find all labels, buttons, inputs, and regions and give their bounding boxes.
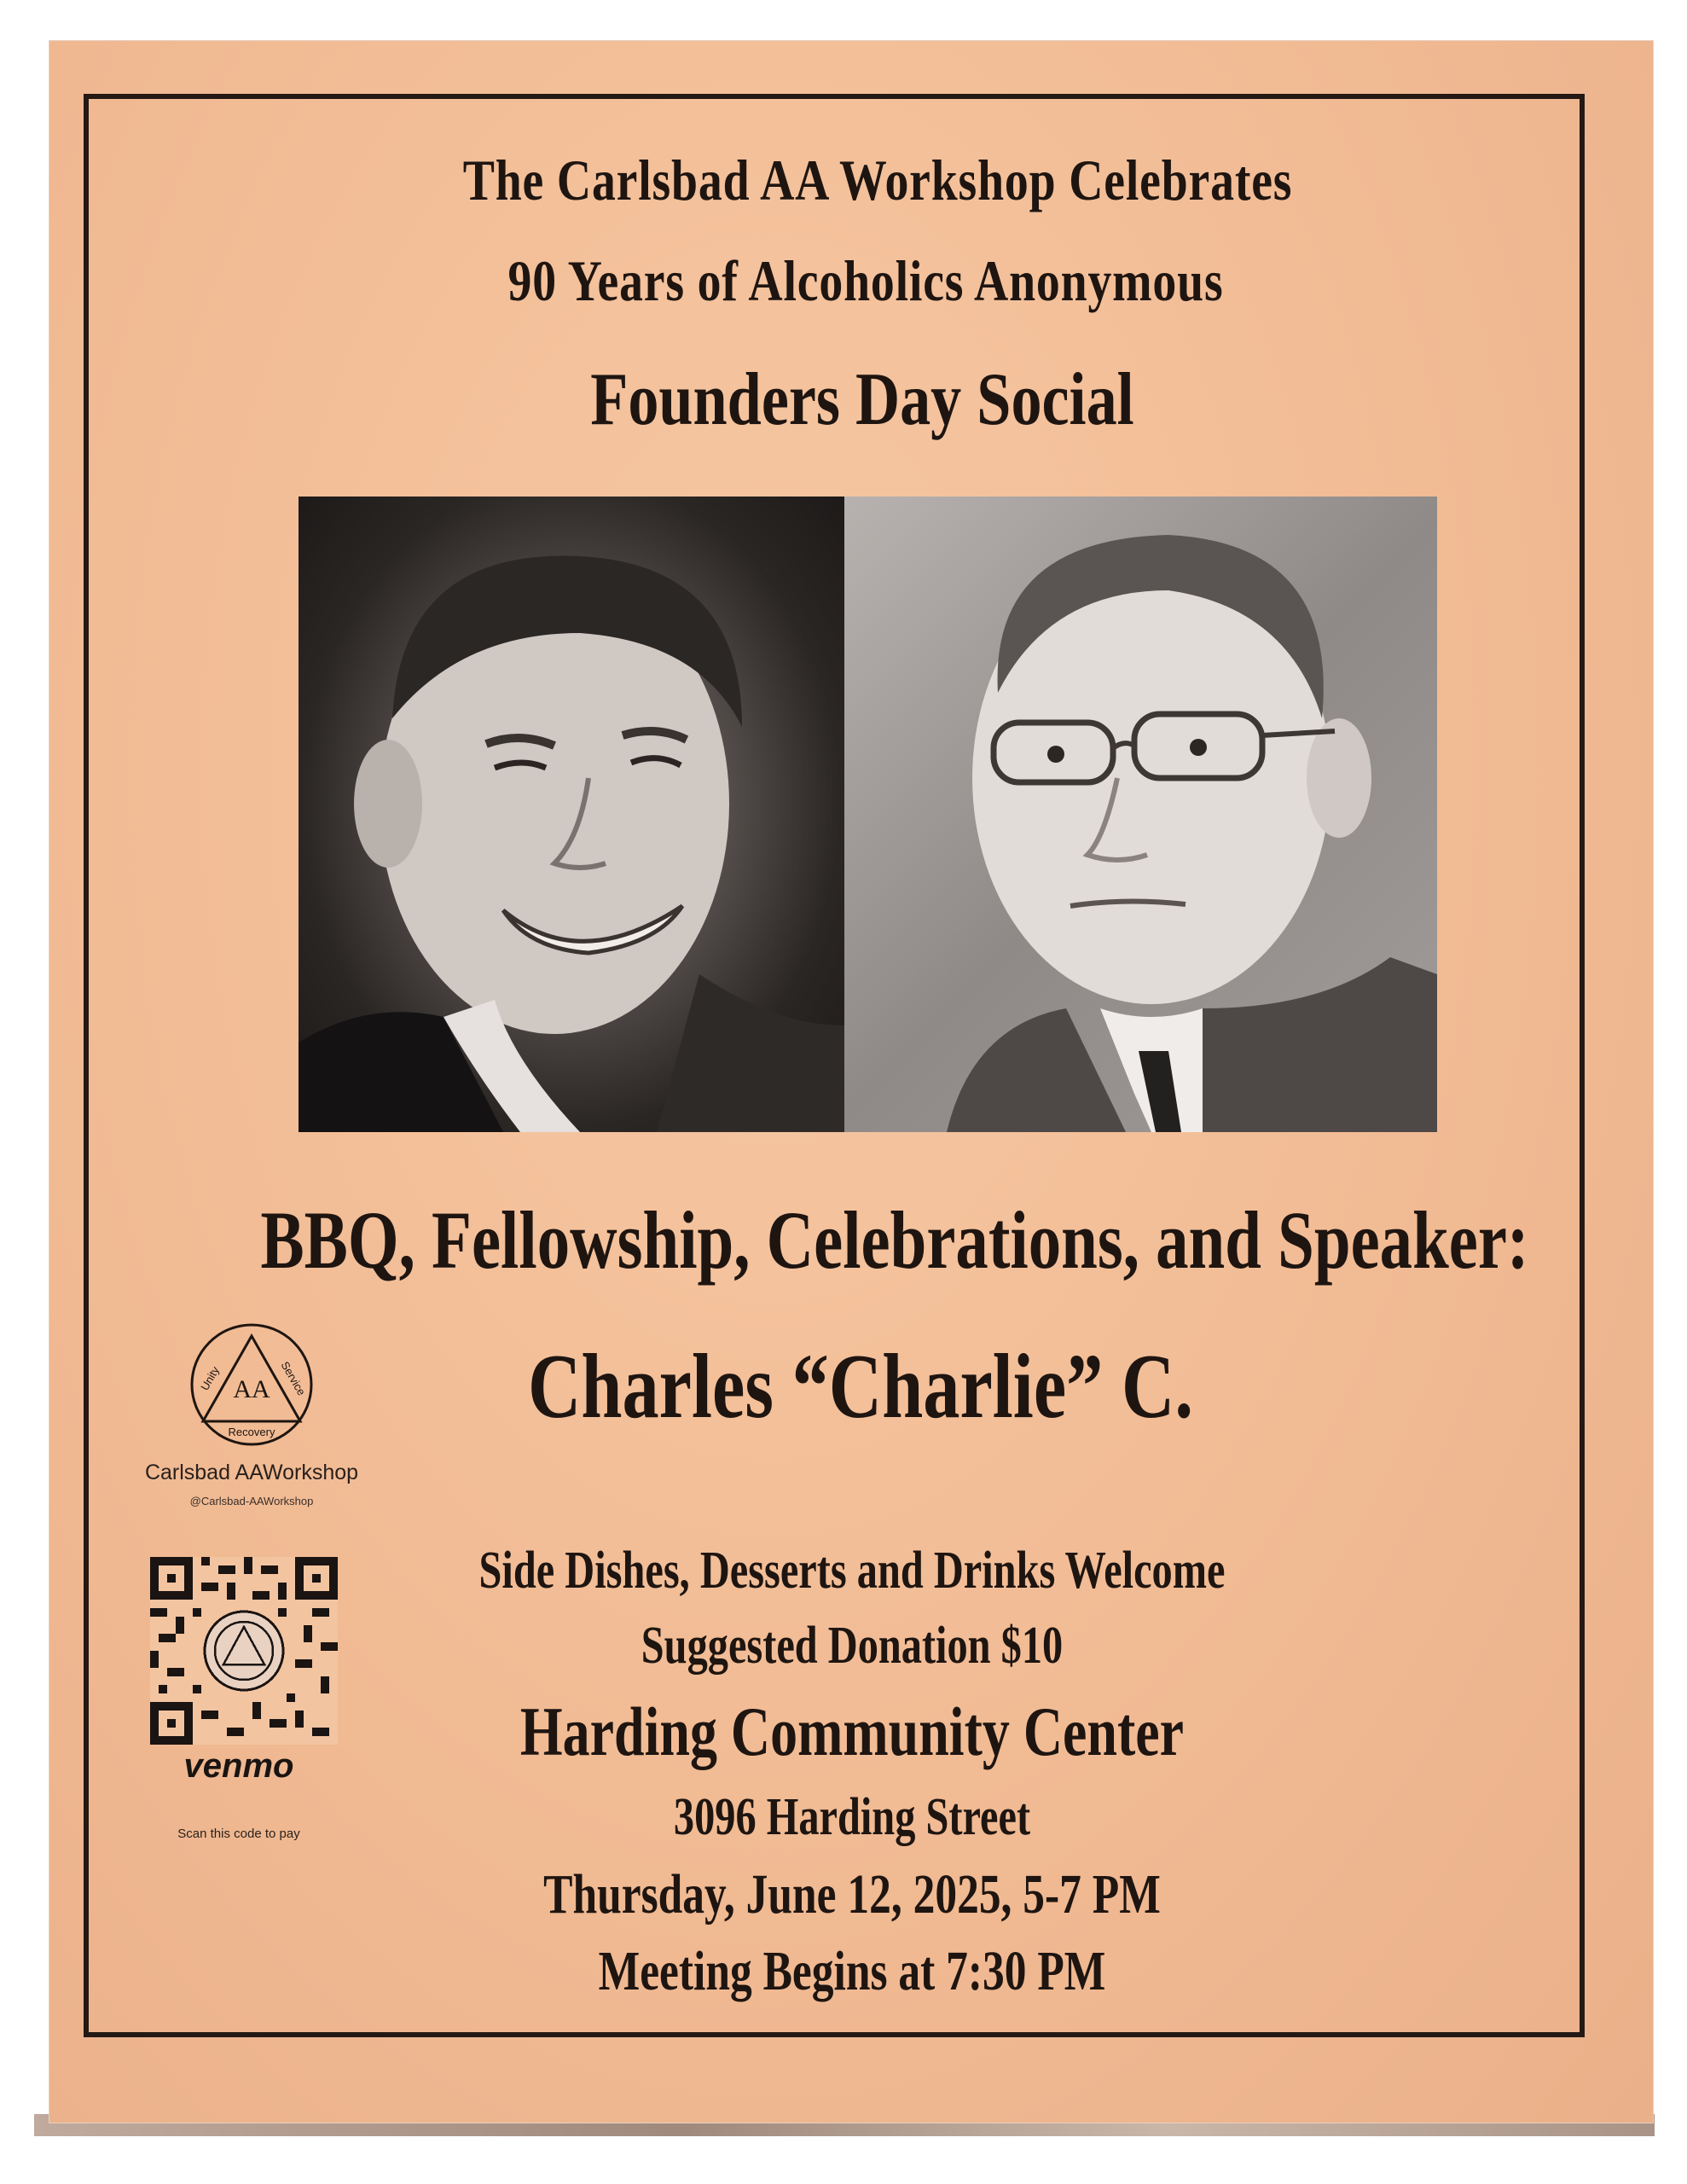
venmo-wordmark: venmo [183,1747,294,1785]
aa-logo [128,1321,375,1453]
speaker-name: Charles “Charlie” C. [528,1336,1193,1438]
founders-photos [299,497,1437,1132]
event-title: Founders Day Social [590,358,1134,441]
logo-center-text: AA [233,1375,270,1403]
activities-line: BBQ, Fellowship, Celebrations, and Speaker: [260,1194,1529,1286]
meeting-time: Meeting Begins at 7:30 PM [598,1940,1106,2002]
aa-triangle-circle-icon [128,1321,375,1449]
header-line-2: 90 Years of Alcoholics Anonymous [507,248,1224,313]
venue-address: 3096 Harding Street [673,1788,1031,1846]
event-datetime: Thursday, June 12, 2025, 5-7 PM [543,1863,1161,1926]
logo-word-right: Service [278,1359,309,1398]
founder-photo-left [299,497,844,1132]
logo-word-bottom: Recovery [228,1426,275,1438]
founder-photo-right [844,497,1437,1132]
logo-word-left: Unity [198,1364,223,1393]
food-note: Side Dishes, Desserts and Drinks Welcome [478,1542,1226,1600]
organization-name: Carlsbad AAWorkshop [144,1461,359,1484]
organization-handle: @Carlsbad-AAWorkshop [189,1495,314,1507]
donation-note: Suggested Donation $10 [641,1617,1064,1675]
founder-left-portrait-icon [299,497,844,1132]
payment-instruction: Scan this code to pay [177,1827,300,1841]
header-line-1: The Carlsbad AA Workshop Celebrates [462,148,1293,212]
venue-name: Harding Community Center [519,1693,1185,1770]
founder-right-portrait-icon [844,497,1437,1132]
